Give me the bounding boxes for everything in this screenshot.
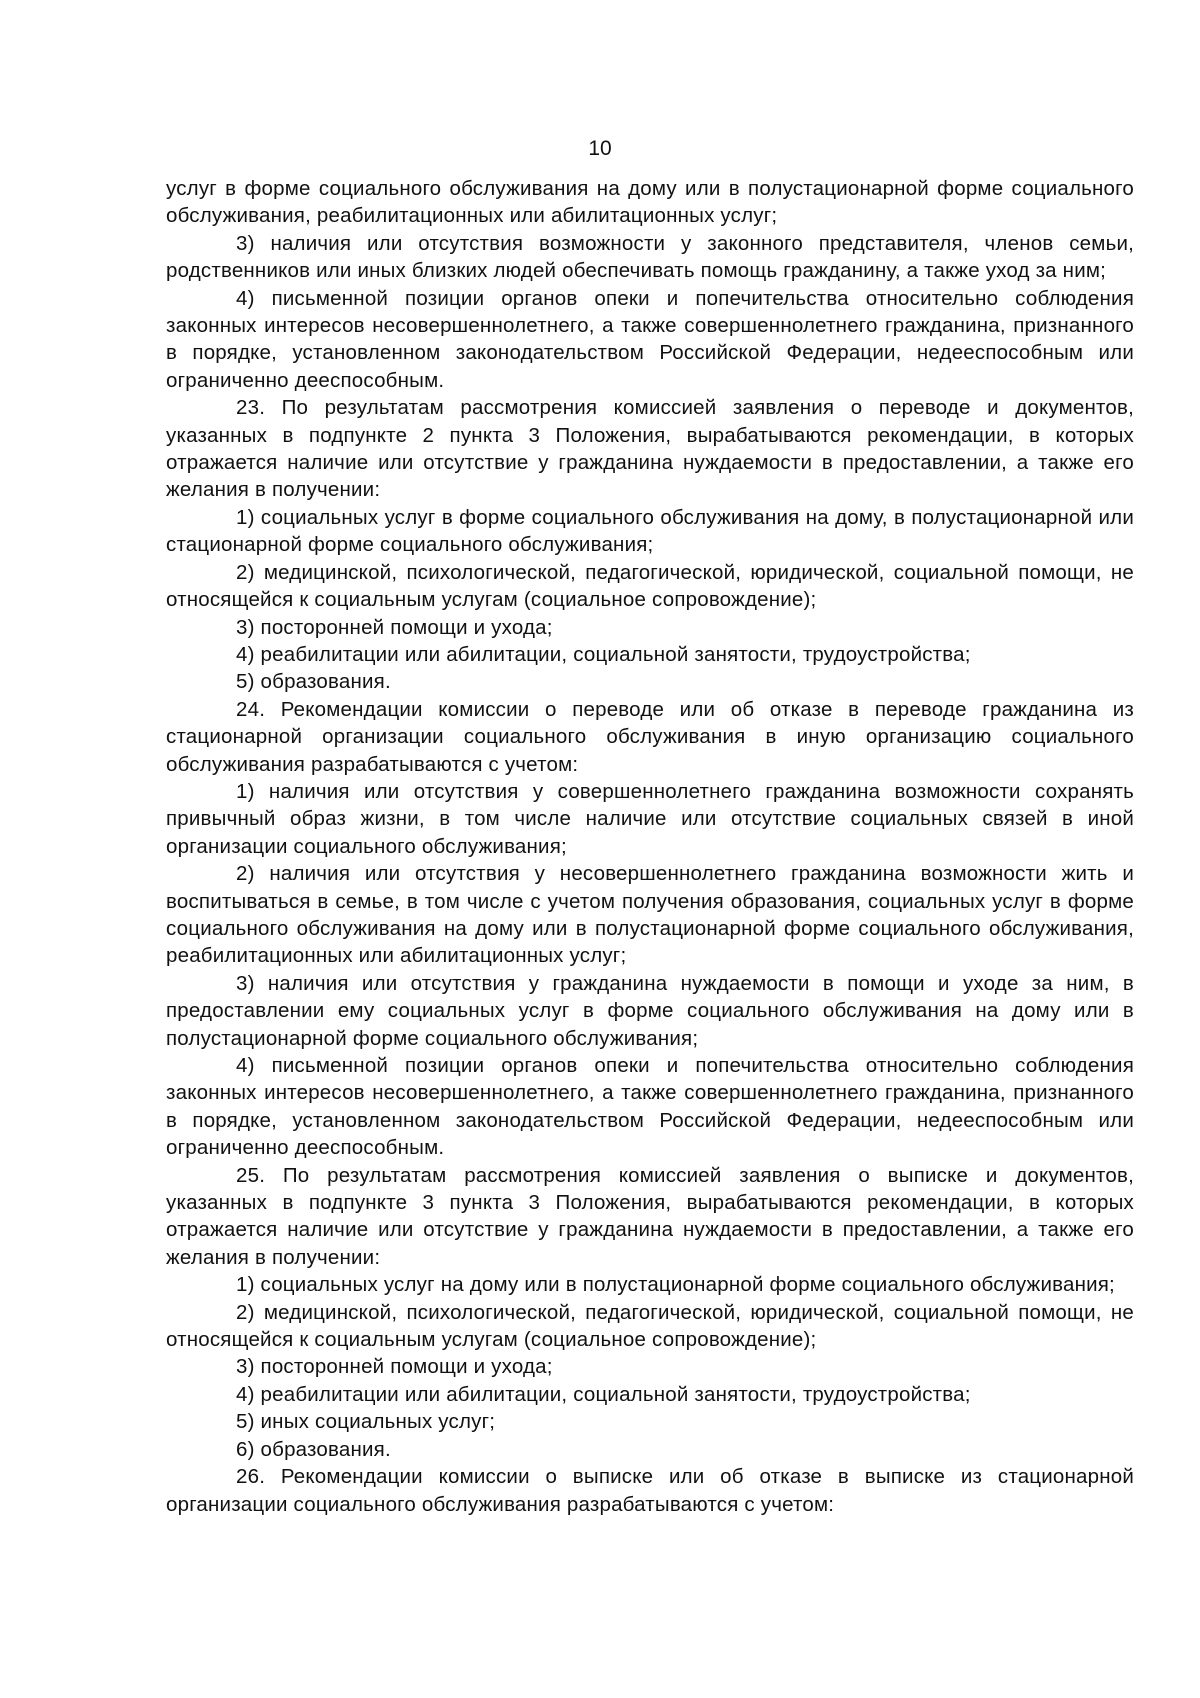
paragraph: 6) образования. [236, 1437, 391, 1461]
page-number: 10 [588, 137, 612, 160]
paragraph: 3) посторонней помощи и ухода; [236, 1355, 553, 1379]
paragraph: 26. Рекомендации комиссии о выписке или об отказе в выписке из стационарной организации социального обслуживания разрабатываются с учетом: [166, 1465, 1134, 1516]
paragraph: 3) наличия или отсутствия возможности у законного представителя, членов семьи, родственников или иных близких людей обеспечивать помощь гражданину, а также уход за ним; [166, 231, 1134, 283]
paragraph: 2) наличия или отсутствия у несовершеннолетнего гражданина возможности жить и воспитываться в семье, в том числе с учетом получения образования, социальных услуг в форме социального обслуживания на дому или в полустационарной форме социального обслуживания, реабилитационных или абилитационных услуг; [166, 862, 1134, 968]
paragraph: 5) образования. [236, 670, 391, 694]
paragraph: 4) реабилитации или абилитации, социальной занятости, трудоустройства; [236, 1382, 971, 1406]
paragraph: 4) письменной позиции органов опеки и попечительства относительно соблюдения законных интересов несовершеннолетнего, а также совершеннолетнего гражданина, признанного в порядке, установленном законодательством Российской Федерации, недееспособным или ограниченно дееспособным. [166, 1054, 1134, 1160]
paragraph: 25. По результатам рассмотрения комиссией заявления о выписке и документов, указанных в подпункте 3 пункта 3 Положения, вырабатываются рекомендации, в которых отражается наличие или отсутствие у гражданина нуждаемости в предоставлении, а также его желания в получении: [166, 1163, 1134, 1269]
paragraph: 2) медицинской, психологической, педагогической, юридической, социальной помощи, не относящейся к социальным услугам (социальное сопровождение); [166, 560, 1134, 612]
paragraph: 3) посторонней помощи и ухода; [236, 615, 553, 639]
document-body [166, 175, 1134, 1518]
paragraph: 24. Рекомендации комиссии о переводе или об отказе в переводе гражданина из стационарной организации социального обслуживания в иную организацию социального обслуживания разрабатываются с учетом: [166, 697, 1134, 776]
paragraph: 2) медицинской, психологической, педагогической, юридической, социальной помощи, не относящейся к социальным услугам (социальное сопровождение); [166, 1300, 1134, 1352]
paragraph: услуг в форме социального обслуживания на дому или в полустационарной форме социального обслуживания, реабилитационных или абилитационных услуг; [166, 177, 1134, 228]
paragraph: 1) наличия или отсутствия у совершеннолетнего гражданина возможности сохранять привычный образ жизни, в том числе наличие или отсутствие социальных связей в иной организации социального обслуживания; [166, 779, 1134, 858]
paragraph: 5) иных социальных услуг; [236, 1410, 496, 1434]
paragraph: 1) социальных услуг на дому или в полустационарной форме социального обслуживания; [236, 1273, 1115, 1297]
paragraph: 3) наличия или отсутствия у гражданина нуждаемости в помощи и уходе за ним, в предоставлении ему социальных услуг в форме социального обслуживания на дому или в полустационарной форме социального обслуживания; [166, 971, 1134, 1050]
paragraph: 23. По результатам рассмотрения комиссией заявления о переводе и документов, указанных в подпункте 2 пункта 3 Положения, вырабатываются рекомендации, в которых отражается наличие или отсутствие у гражданина нуждаемости в предоставлении, а также его желания в получении: [166, 396, 1134, 502]
paragraph: 4) письменной позиции органов опеки и попечительства относительно соблюдения законных интересов несовершеннолетнего, а также совершеннолетнего гражданина, признанного в порядке, установленном законодательством Российской Федерации, недееспособным или ограниченно дееспособным. [166, 286, 1134, 392]
paragraph: 4) реабилитации или абилитации, социальной занятости, трудоустройства; [236, 642, 971, 666]
paragraph: 1) социальных услуг в форме социального обслуживания на дому, в полустационарной или стационарной форме социального обслуживания; [166, 505, 1134, 557]
